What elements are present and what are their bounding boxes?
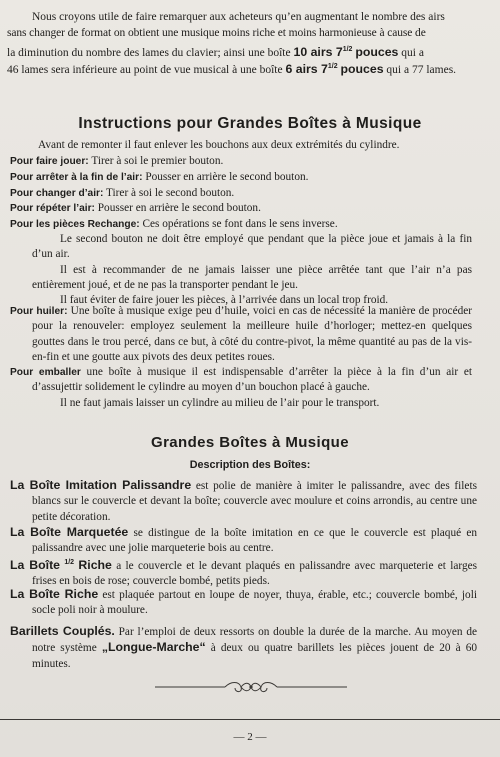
- instr-jouer: Pour faire jouer: Tirer à soi le premier bouton.: [10, 155, 224, 167]
- decorative-scroll-ornament: [155, 679, 347, 695]
- intro-line-1: Nous croyons utile de faire remarquer aux acheteurs qu’en augmentant le nombre des airs: [32, 11, 445, 23]
- boite-riche: La Boîte Riche est plaquée partout en loupe de noyer, thuya, érable, etc.; couvercle bombé, joli socle poli noir à moulure.: [10, 587, 477, 617]
- instr-huiler: Pour huiler: Une boîte à musique exige peu d’huile, voici en cas de nécessité la manière de procéder pour la renouveler: employez seulement la meilleure huile d’horloger; mettez-en quelques gouttes dans le trou percé, dans ce but, à côté du contre-pivot, la même quantité au pas de la vis-en-fin et une goutte aux pivots des deux petites roues.: [10, 305, 473, 363]
- boite-barillets: Barillets Couplés. Par l’emploi de deux ressorts on double la durée de la marche. Au moyen de notre système „Longue-Marche“ à deux ou quatre barillets les pièces jouent de 20 à 60 minutes.: [10, 624, 478, 670]
- boites-subtitle: Description des Boîtes:: [189, 459, 311, 471]
- boites-title: Grandes Boîtes à Musique: [151, 434, 349, 451]
- instr-arreter: Pour arrêter à la fin de l’air: Pousser en arrière le second bouton.: [10, 171, 309, 183]
- intro-line-2: sans changer de format on obtient une musique moins riche et moins harmonieuse à cause de: [7, 27, 426, 39]
- boite-marquetee: La Boîte Marquetée se distingue de la boîte imitation en ce que le couvercle est plaqué en palissandre avec une jolie marqueterie bois au centre.: [10, 525, 478, 555]
- page-number: — 2 —: [233, 731, 267, 743]
- instr-changer: Pour changer d’air: Tirer à soi le second bouton.: [10, 187, 235, 199]
- instr-recommander: Il est à recommander de ne jamais laisser une pièce arrêtée tant que l’air n’a pas entièrement joué, et de ne pas la transporter pendant le jeu.: [32, 264, 472, 292]
- instr-repeter: Pour répéter l’air: Pousser en arrière le second bouton.: [10, 202, 261, 214]
- instr-froid: Il faut éviter de faire jouer les pièces, à l’arrivée dans un local trop froid.: [60, 294, 389, 306]
- instr-avant: Avant de remonter il faut enlever les bouchons aux deux extrémités du cylindre.: [38, 139, 400, 151]
- intro-line-4: 46 lames sera inférieure au point de vue musical à une boîte 6 airs $7^{1/2}$ pouces qui a 77 lames.: [7, 61, 457, 76]
- boite-palissandre: La Boîte Imitation Palissandre est polie de manière à imiter le palissandre, avec des filets blancs sur le couvercle et devant la boîte; couvercle avec moulure et coins arrondis, au centre une petite décoration.: [10, 478, 477, 523]
- boite-demi-riche: La Boîte $^{1/2}$ Riche a le couvercle et le devant plaqués en palissandre avec marqueterie et larges frises en bois de rose; couvercle bombé, petits pieds.: [10, 557, 478, 588]
- instr-second-bouton: Le second bouton ne doit être employé que pendant que la pièce joue et jamais à la fin d’un air.: [32, 233, 472, 261]
- instr-cylindre: Il ne faut jamais laisser un cylindre au milieu de l’air pour le transport.: [60, 397, 380, 409]
- instr-emballer: Pour emballer une boîte à musique il est indispensable d’arrêter la pièce à la fin d’un air et d’assujettir solidement le cylindre au moyen d’un bouchon placé à gauche.: [10, 366, 472, 394]
- intro-line-3: la diminution du nombre des lames du clavier; ainsi une boîte 10 airs $7^{1/2}$ pouces qui a: [7, 44, 424, 59]
- footer-rule-left: [0, 719, 500, 720]
- instr-rechange: Pour les pièces Rechange: Ces opérations se font dans le sens inverse.: [10, 218, 338, 230]
- instructions-title: Instructions pour Grandes Boîtes à Musique: [78, 115, 422, 132]
